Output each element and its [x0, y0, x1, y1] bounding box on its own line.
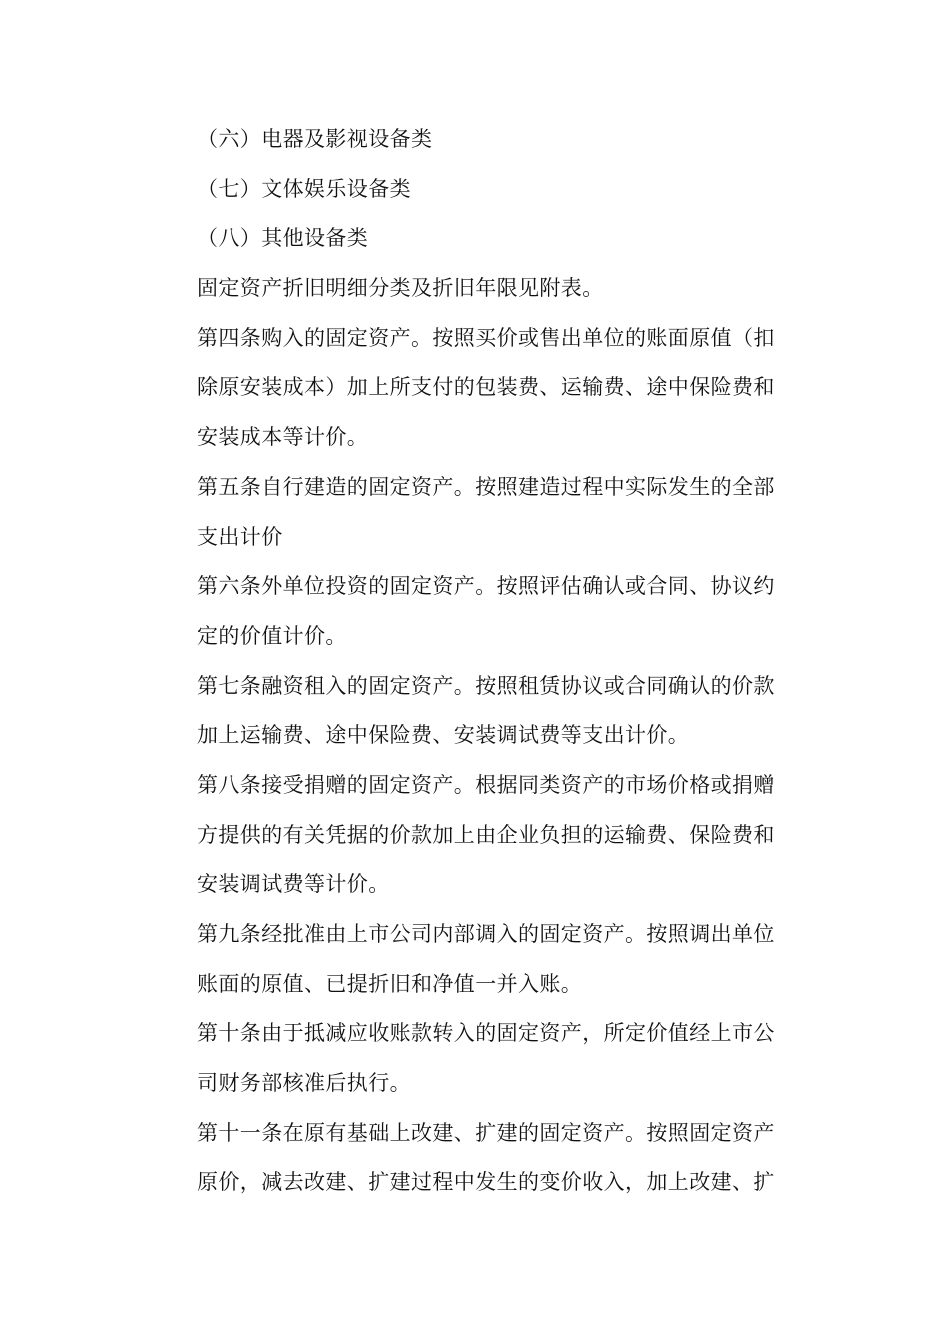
category-item-6: （六）电器及影视设备类: [197, 127, 433, 151]
article-4-line: 除原安装成本）加上所支付的包装费、运输费、途中保险费和: [197, 375, 775, 400]
article-10-line: 司财务部核准后执行。: [197, 1071, 411, 1096]
article-4-line: 第四条购入的固定资产。按照买价或售出单位的账面原值（扣: [197, 325, 775, 350]
article-7-line: 第七条融资租入的固定资产。按照租赁协议或合同确认的价款: [197, 673, 775, 698]
article-8-line: 安装调试费等计价。: [197, 872, 390, 897]
article-6-line: 第六条外单位投资的固定资产。按照评估确认或合同、协议约: [197, 574, 775, 599]
article-11-line: 第十一条在原有基础上改建、扩建的固定资产。按照固定资产: [197, 1120, 775, 1145]
paragraph-line: 固定资产折旧明细分类及折旧年限见附表。: [197, 276, 604, 301]
article-8-line: 第八条接受捐赠的固定资产。根据同类资产的市场价格或捐赠: [197, 772, 775, 797]
article-5-line: 第五条自行建造的固定资产。按照建造过程中实际发生的全部: [197, 474, 775, 499]
article-10-line: 第十条由于抵减应收账款转入的固定资产，所定价值经上市公: [197, 1021, 775, 1046]
article-5-line: 支出计价: [197, 524, 283, 549]
article-11-line: 原价，减去改建、扩建过程中发生的变价收入，加上改建、扩: [197, 1170, 775, 1195]
article-4-line: 安装成本等计价。: [197, 425, 369, 450]
article-9-line: 账面的原值、已提折旧和净值一并入账。: [197, 971, 583, 996]
body-text: [197, 115, 809, 1208]
category-item-8: （八）其他设备类: [197, 226, 369, 251]
article-6-line: 定的价值计价。: [197, 623, 347, 648]
article-7-line: 加上运输费、途中保险费、安装调试费等支出计价。: [197, 723, 690, 748]
article-8-line: 方提供的有关凭据的价款加上由企业负担的运输费、保险费和: [197, 822, 775, 847]
category-item-7: （七）文体娱乐设备类: [197, 176, 411, 201]
article-9-line: 第九条经批准由上市公司内部调入的固定资产。按照调出单位: [197, 922, 775, 946]
